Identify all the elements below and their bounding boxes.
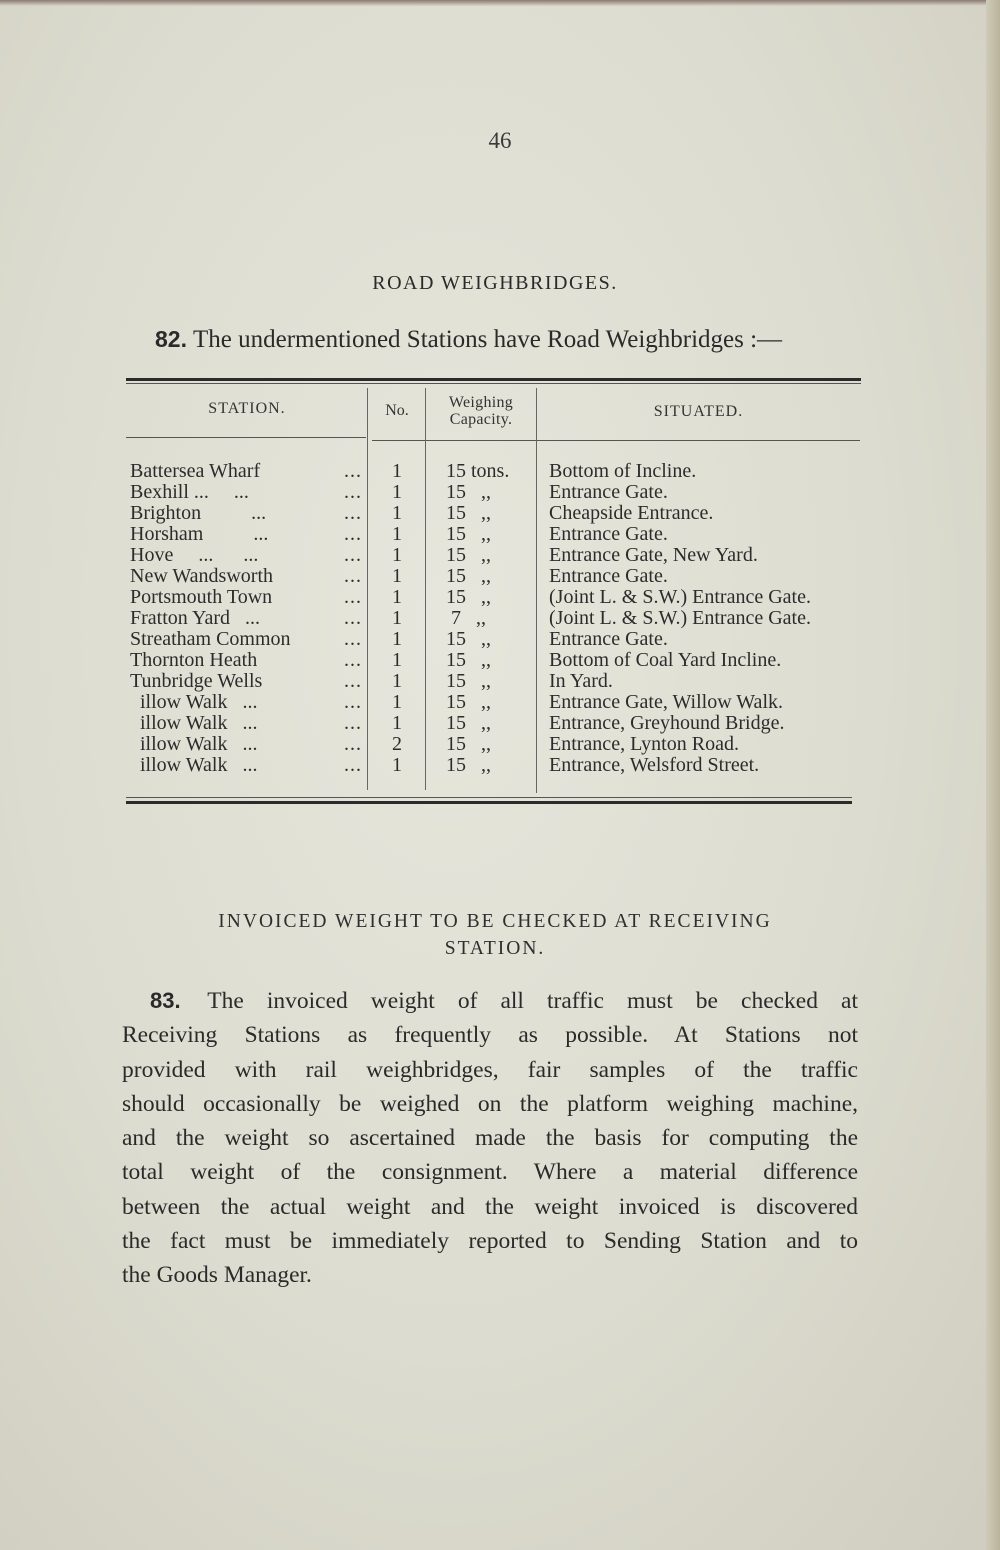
cell-leader-dots: ... [344, 733, 362, 755]
cell-capacity: 15 ,, [446, 712, 491, 734]
paragraph-line-text: and the weight so ascertained made the basis for computing the [122, 1125, 858, 1152]
cell-leader-dots: ... [344, 607, 362, 629]
table-row [0, 734, 1000, 755]
header-capacity [426, 394, 536, 428]
paragraph-line [122, 1121, 858, 1155]
paragraph-line [122, 1190, 858, 1224]
cell-number: 1 [392, 628, 402, 650]
paragraph-line-text: Receiving Stations as frequently as possible. At Stations not [122, 1022, 858, 1049]
cell-number: 1 [392, 523, 402, 545]
table-row [0, 755, 1000, 776]
cell-station: illow Walk ... [130, 691, 258, 713]
cell-leader-dots: ... [344, 670, 362, 692]
section-heading-road-weighbridges: ROAD WEIGHBRIDGES. [372, 272, 618, 294]
cell-situated: Entrance Gate. [549, 565, 668, 587]
cell-capacity: 15 ,, [446, 544, 491, 566]
cell-leader-dots: ... [344, 628, 362, 650]
cell-situated: Entrance, Greyhound Bridge. [549, 712, 785, 734]
cell-situated: Cheapside Entrance. [549, 502, 714, 524]
paragraph-line-text: should occasionally be weighed on the platform weighing machine, [122, 1090, 858, 1117]
paragraph-line-text: between the actual weight and the weight invoiced is discovered [122, 1193, 858, 1220]
paragraph-line [122, 1053, 858, 1087]
cell-station: Brighton ... [130, 502, 267, 524]
cell-number: 1 [392, 586, 402, 608]
cell-capacity: 15 ,, [446, 628, 491, 650]
cell-capacity: 15 ,, [446, 523, 491, 545]
header-rule-station [126, 437, 366, 438]
cell-capacity: 15 ,, [446, 691, 491, 713]
header-no: No. [385, 402, 409, 419]
cell-station: Thornton Heath [130, 649, 258, 671]
cell-leader-dots: ... [344, 649, 362, 671]
cell-number: 1 [392, 754, 402, 776]
header-station: STATION. [208, 400, 286, 417]
table-row [0, 524, 1000, 545]
cell-situated: Entrance Gate. [549, 628, 668, 650]
table-row [0, 671, 1000, 692]
header-situated: SITUATED. [653, 403, 744, 420]
section-heading-invoiced-weight [0, 908, 990, 962]
cell-station: Tunbridge Wells [130, 670, 263, 692]
cell-situated: Bottom of Incline. [549, 460, 697, 482]
cell-number: 1 [392, 670, 402, 692]
cell-leader-dots: ... [344, 565, 362, 587]
cell-station: illow Walk ... [130, 754, 258, 776]
page-top-edge [0, 0, 1000, 6]
cell-station: Horsham ... [130, 523, 269, 545]
paragraph-line-text: total weight of the consignment. Where a material difference [122, 1159, 858, 1186]
clause-82-text: The undermentioned Stations have Road Weighbridges :— [192, 326, 783, 353]
cell-situated: In Yard. [549, 670, 613, 692]
cell-station: Hove ... ... [130, 544, 259, 566]
clause-82-number: 82. [155, 326, 187, 352]
paragraph-line-text: the Goods Manager. [122, 1262, 312, 1289]
cell-situated: (Joint L. & S.W.) Entrance Gate. [549, 607, 811, 629]
cell-number: 1 [392, 502, 402, 524]
paragraph-line-text: provided with rail weighbridges, fair samples of the traffic [122, 1056, 858, 1083]
table-row [0, 503, 1000, 524]
table-row [0, 482, 1000, 503]
paragraph-line [122, 1155, 858, 1189]
cell-situated: Entrance, Welsford Street. [549, 754, 760, 776]
cell-leader-dots: ... [344, 754, 362, 776]
table-top-rule [126, 378, 861, 381]
cell-capacity: 15 ,, [446, 565, 491, 587]
table-bottom-rule [126, 801, 852, 804]
cell-station: Streatham Common [130, 628, 291, 650]
cell-station: Fratton Yard ... [130, 607, 261, 629]
header-rule-right [372, 440, 860, 441]
paragraph-line [122, 1018, 858, 1052]
cell-station: illow Walk ... [130, 733, 258, 755]
cell-situated: Entrance, Lynton Road. [549, 733, 739, 755]
table-row [0, 461, 1000, 482]
clause-82-intro [155, 326, 782, 354]
table-row [0, 650, 1000, 671]
cell-leader-dots: ... [344, 523, 362, 545]
cell-number: 1 [392, 607, 402, 629]
cell-leader-dots: ... [344, 712, 362, 734]
section-heading-2-line1: INVOICED WEIGHT TO BE CHECKED AT RECEIVING [218, 911, 772, 932]
section-heading-2-line2: STATION. [444, 938, 546, 959]
cell-leader-dots: ... [344, 544, 362, 566]
paragraph-line [122, 1224, 858, 1258]
cell-capacity: 15 ,, [446, 586, 491, 608]
cell-station: Portsmouth Town [130, 586, 273, 608]
clause-83-paragraph [122, 984, 858, 1293]
table-row [0, 566, 1000, 587]
paragraph-line [122, 984, 858, 1018]
cell-capacity: 15 ,, [446, 754, 491, 776]
cell-number: 1 [392, 649, 402, 671]
paragraph-line-text: the fact must be immediately reported to Sending Station and to [122, 1228, 858, 1255]
cell-leader-dots: ... [344, 460, 362, 482]
cell-situated: Entrance Gate. [549, 523, 668, 545]
cell-number: 1 [392, 460, 402, 482]
cell-situated: Bottom of Coal Yard Incline. [549, 649, 782, 671]
table-top-rule-inner [126, 383, 861, 384]
header-capacity-line1: Weighing [448, 394, 514, 411]
cell-station: New Wandsworth [130, 565, 273, 587]
cell-capacity: 15 ,, [446, 733, 491, 755]
table-row [0, 587, 1000, 608]
cell-leader-dots: ... [344, 586, 362, 608]
cell-capacity: 15 tons. [446, 460, 510, 482]
cell-number: 1 [392, 481, 402, 503]
paragraph-line-text: The invoiced weight of all traffic must be checked at [207, 988, 859, 1014]
cell-station: Bexhill ... ... [130, 481, 249, 503]
cell-number: 1 [392, 565, 402, 587]
page-number: 46 [488, 128, 512, 153]
clause-83-number: 83. [150, 988, 181, 1013]
cell-capacity: 7 ,, [446, 607, 486, 629]
table-row [0, 713, 1000, 734]
cell-number: 2 [392, 733, 402, 755]
header-capacity-line2: Capacity. [449, 411, 513, 428]
table-row [0, 608, 1000, 629]
cell-number: 1 [392, 544, 402, 566]
cell-leader-dots: ... [344, 481, 362, 503]
cell-leader-dots: ... [344, 502, 362, 524]
cell-capacity: 15 ,, [446, 670, 491, 692]
table-row [0, 629, 1000, 650]
table-row [0, 545, 1000, 566]
cell-situated: (Joint L. & S.W.) Entrance Gate. [549, 586, 811, 608]
cell-station: illow Walk ... [130, 712, 258, 734]
cell-leader-dots: ... [344, 691, 362, 713]
paragraph-line [122, 1087, 858, 1121]
cell-capacity: 15 ,, [446, 649, 491, 671]
cell-capacity: 15 ,, [446, 502, 491, 524]
cell-capacity: 15 ,, [446, 481, 491, 503]
table-bottom-rule-inner [126, 797, 852, 798]
cell-number: 1 [392, 691, 402, 713]
cell-situated: Entrance Gate. [549, 481, 668, 503]
paragraph-line [122, 1258, 858, 1292]
cell-station: Battersea Wharf [130, 460, 261, 482]
cell-situated: Entrance Gate, New Yard. [549, 544, 758, 566]
cell-number: 1 [392, 712, 402, 734]
table-row [0, 692, 1000, 713]
cell-situated: Entrance Gate, Willow Walk. [549, 691, 783, 713]
